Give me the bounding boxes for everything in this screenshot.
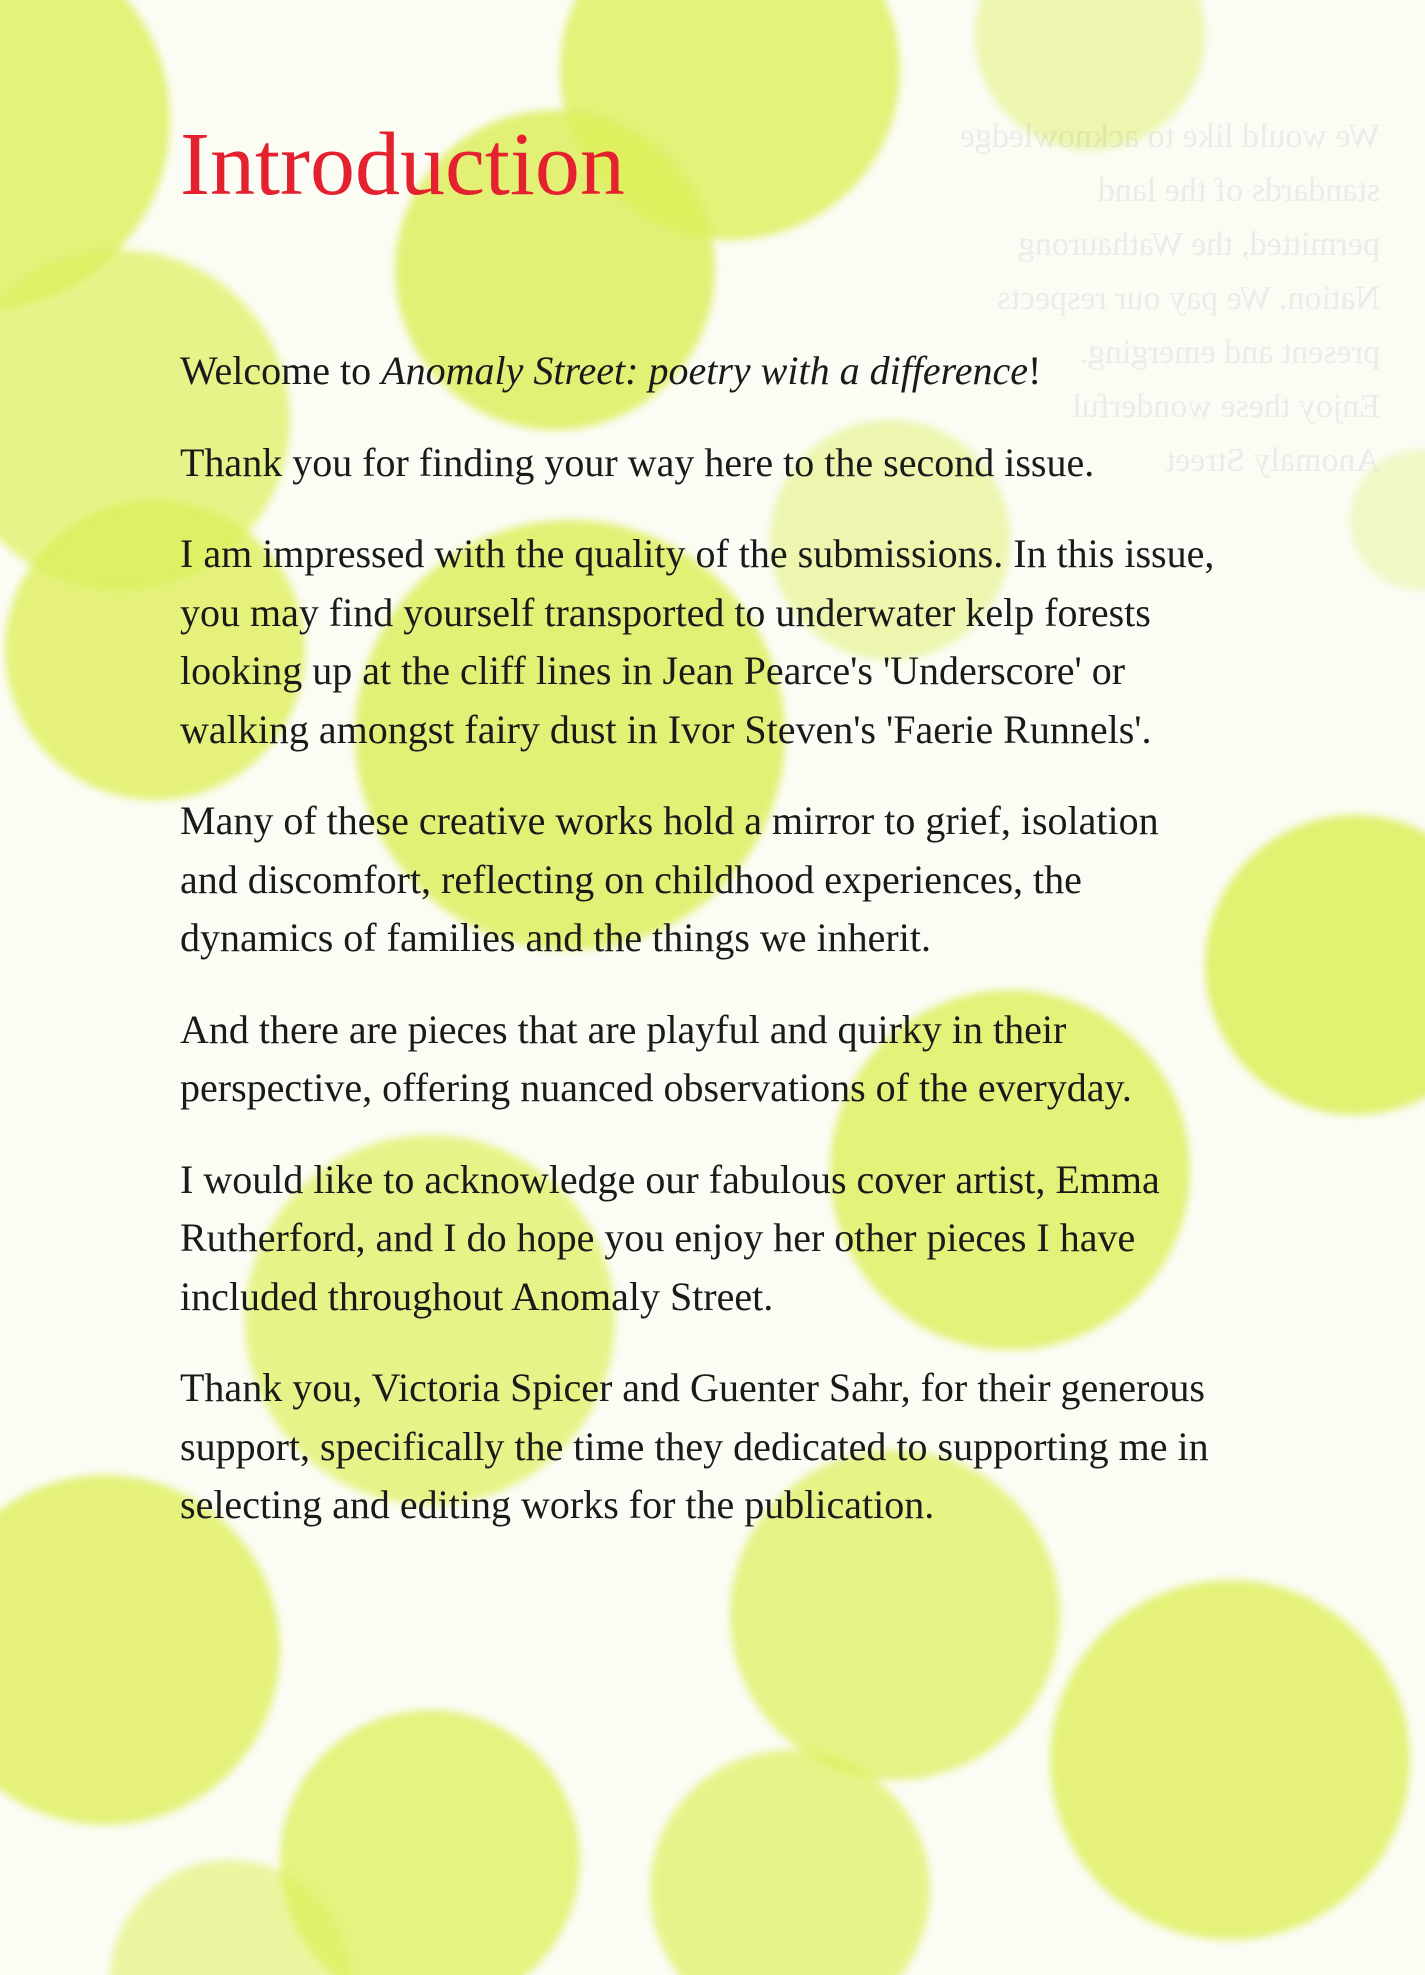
paragraph: And there are pieces that are playful and quirky in their perspective, offering nuanced observations of the everyday.: [180, 1006, 1132, 1110]
body-text: [180, 342, 1220, 1535]
welcome-suffix: !: [1028, 348, 1042, 393]
paragraph: Many of these creative works hold a mirror to grief, isolation and discomfort, reflecting on childhood experiences, the dynamics of families and the things we inherit.: [180, 798, 1159, 960]
green-dot: [650, 1750, 930, 1975]
page-title: Introduction: [180, 115, 625, 214]
welcome-paragraph: [180, 342, 1220, 401]
green-dot: [1205, 815, 1425, 1115]
paragraph: I would like to acknowledge our fabulous cover artist, Emma Rutherford, and I do hope you enjoy her other pieces I have included throughout Anomaly Street.: [180, 1156, 1160, 1319]
welcome-prefix: Welcome to: [180, 348, 382, 393]
paragraph: I am impressed with the quality of the submissions. In this issue, you may find yourself transported to underwater kelp forests looking up at the cliff lines in Jean Pearce's 'Underscore' or walking amongst fairy dust in Ivor Steven's 'Faerie Runnels'.: [180, 531, 1215, 752]
green-dot: [1050, 1580, 1410, 1940]
main-content: [180, 110, 1220, 1568]
paragraph: Thank you, Victoria Spicer and Guenter Sahr, for their generous support, specifically the time they dedicated to supporting me in selecting and editing works for the publication.: [180, 1365, 1209, 1527]
show-through-text: We would like to acknowledge standards of the land permitted, the Wathaurong Nation. We pay our respects present and emerging. Enjoy these wonderful Anomaly Street: [959, 118, 1380, 479]
publication-title: Anomaly Street: poetry with a difference: [381, 348, 1029, 393]
paragraph: Thank you for finding your way here to the second issue.: [180, 439, 1095, 485]
